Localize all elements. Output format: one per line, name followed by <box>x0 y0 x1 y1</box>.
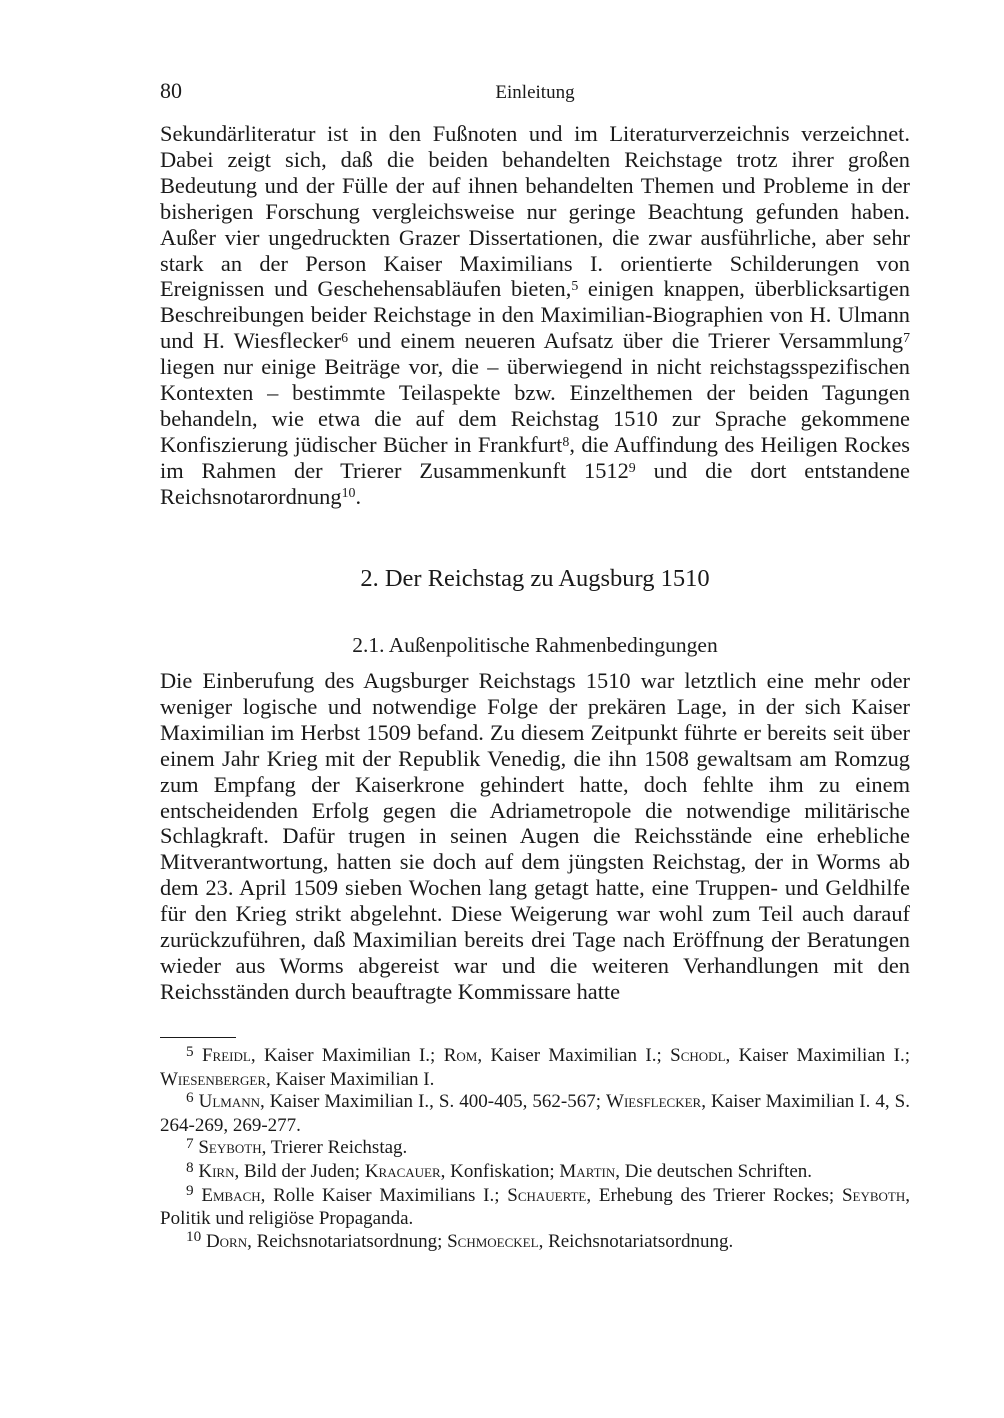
footnote-6: $^6$ Ulmann, Kaiser Maximilian I., S. 400-405, 562-567; Wiesflecker, Kaiser Maximilian I. 4, S. 264-269, 269-277. <box>160 1088 910 1136</box>
footnote-10: $^{10}$ Dorn, Reichsnotariatsordnung; Schmoeckel, Reichsnotariatsordnung. <box>186 1228 734 1252</box>
body-paragraph-section: Die Einberufung des Augsburger Reichstags 1510 war letztlich eine mehr oder weniger logische und notwendige Folge der prekären Lage, in der sich Kaiser Maximilian im Herbst 1509 befand. Zu diesem Zeitpunkt führte er bereits seit über einem Jahr Krieg mit der Republik Venedig, die ihn 1508 gewaltsam am Romzug zum Empfang der Kaiserkrone gehindert hatte, doch fehlte ihm zu einem entscheidenden Erfolg gegen die Adriametropole die notwendige militärische Schlagkraft. Dafür trugen in seinen Augen die Reichsstände eine erhebliche Mitverantwortung, hatten sie doch auf dem jüngsten Reichstag, der in Worms ab dem 23. April 1509 sieben Wochen lang getagt hatte, eine Truppen- und Geldhilfe für den Krieg strikt abgelehnt. Diese Weigerung war wohl zum Teil auch darauf zurückzuführen, daß Maximilian bereits drei Tage nach Eröffnung der Beratungen wieder aus Worms abgereist war und die weiteren Verhandlungen mit den Reichsständen durch beauftragte Kommissare hatte <box>160 668 910 1004</box>
running-head: Einleitung <box>495 82 575 103</box>
footnote-ref-8[interactable]: 8 <box>562 434 570 450</box>
footnote-7: $^7$ Seyboth, Trierer Reichstag. <box>186 1135 408 1159</box>
subsection-heading: 2.1. Außenpolitische Rahmenbedingungen <box>352 633 718 657</box>
section-heading: 2. Der Reichstag zu Augsburg 1510 <box>360 565 710 592</box>
footnote-9: $^9$ Embach, Rolle Kaiser Maximilians I.; Schauerte, Erhebung des Trierer Rockes; Seyboth, Politik und religiöse Propaganda. <box>160 1182 910 1230</box>
footnote-ref-7[interactable]: 7 <box>903 331 910 347</box>
body-paragraph-intro: Sekundärliteratur ist in den Fußnoten und im Literaturverzeichnis verzeichnet. Dabei zeigt sich, daß die beiden behandelten Reichstage trotz ihrer großen Bedeutung und der Fülle der auf ihnen behandelten Themen und Probleme in der bisherigen Forschung vergleichsweise nur geringe Beachtung gefunden haben. Außer vier ungedruckten Grazer Dissertationen, die zwar ausführliche, aber sehr stark an der Person Kaiser Maximilians I. orientierte Schilderungen von Ereignissen und Geschehensabläufen bieten,$^5$ einigen knappen, überblicksartigen Beschreibungen beider Reichstage in den Maximilian-Biographien von H. Ulmann und H. Wiesflecker$^6$ und einem neueren Aufsatz über die Trierer Versammlung$^7$ liegen nur einige Beiträge vor, die – überwiegend in nicht reichstagsspezifischen Kontexten – bestimmte Teilaspekte bzw. Einzelthemen der beiden Tagungen behandeln, wie etwa die auf dem Reichstag 1510 zur Sprache gekommene Konfiszierung jüdischer Bücher in Frankfurt$^8$, die Auffindung des Heiligen Rockes im Rahmen der Trierer Zusammenkunft 1512$^9$ und die dort entstandene Reichsnotarordnung$^{10}$. <box>160 121 910 509</box>
footnote-ref-6[interactable]: 6 <box>341 331 348 347</box>
footnote-ref-10[interactable]: 10 <box>341 486 356 502</box>
page-number: 80 <box>160 78 182 103</box>
footnote-ref-9[interactable]: 9 <box>628 460 636 476</box>
footnote-ref-5[interactable]: 5 <box>571 279 579 295</box>
footnote-8: $^8$ Kirn, Bild der Juden; Kracauer, Konfiskation; Martin, Die deutschen Schriften. <box>186 1158 813 1182</box>
footnote-5: $^5$ Freidl, Kaiser Maximilian I.; Rom, Kaiser Maximilian I.; Schodl, Kaiser Maximilian I.; Wiesenberger, Kaiser Maximilian I. <box>160 1042 910 1090</box>
footnote-separator <box>160 1037 236 1038</box>
footnotes <box>160 1042 910 1254</box>
